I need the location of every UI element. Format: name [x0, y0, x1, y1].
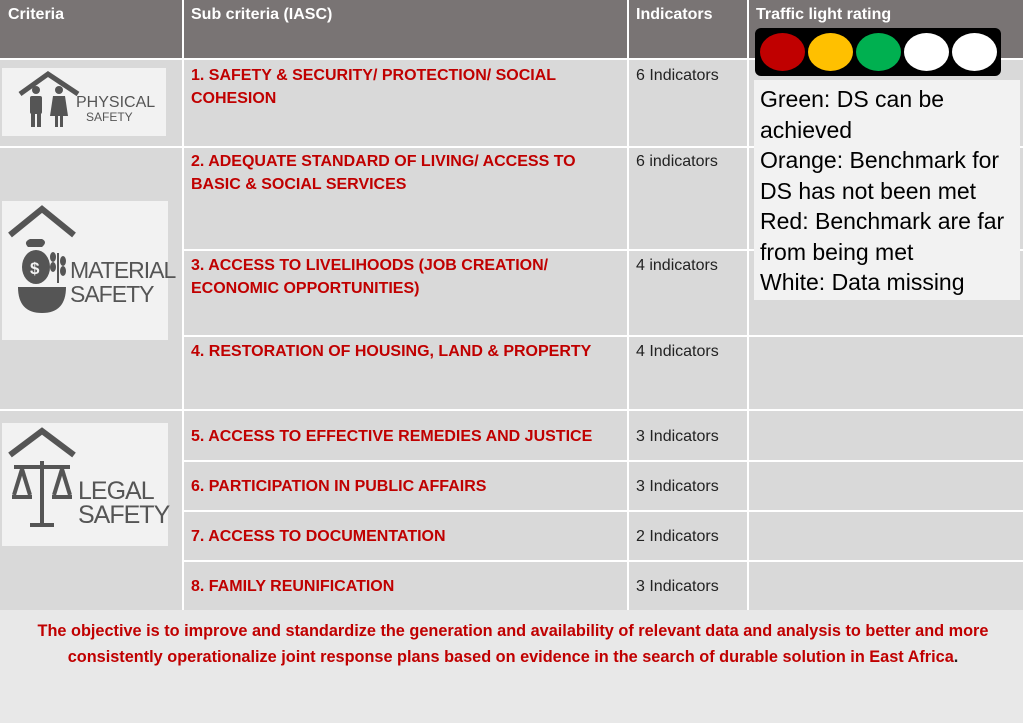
sub-criteria-1: 1. SAFETY & SECURITY/ PROTECTION/ SOCIAL COHESION	[191, 67, 556, 107]
header-indicators: Indicators	[628, 0, 748, 58]
objective-statement: The objective is to improve and standardize the generation and availability of relevant data and analysis to better and more consistently operationalize joint response plans based on evidence in the search of durable solution in East Africa.	[37, 622, 989, 666]
indicators-2: 6 indicators	[636, 153, 718, 170]
indicators-4: 4 Indicators	[636, 343, 719, 360]
legend-line: from being met	[760, 238, 914, 265]
sub-criteria-8: 8. FAMILY REUNIFICATION	[191, 578, 395, 595]
indicators-7: 2 Indicators	[636, 528, 719, 545]
sub-criteria-3: 3. ACCESS TO LIVELIHOODS (JOB CREATION/ ECONOMIC OPPORTUNITIES)	[191, 257, 549, 297]
legend-line: Red: Benchmark are far	[760, 208, 1005, 234]
house-icon	[20, 74, 78, 94]
traffic-light-white-1	[904, 33, 949, 71]
legal-label-2: SAFETY	[78, 501, 170, 529]
grid-line	[182, 0, 184, 610]
house-icon	[10, 209, 74, 235]
indicators-1: 6 Indicators	[636, 67, 719, 84]
wheat-icon	[50, 252, 66, 283]
scales-icon	[12, 461, 72, 525]
indicators-5: 3 Indicators	[636, 428, 719, 445]
sub-criteria-2: 2. ADEQUATE STANDARD OF LIVING/ ACCESS TO BASIC & SOCIAL SERVICES	[191, 153, 576, 193]
traffic-light-red	[760, 33, 805, 71]
legal-safety-logo	[2, 423, 168, 546]
material-label-2: SAFETY	[70, 281, 154, 307]
physical-safety-logo	[2, 68, 166, 136]
sub-criteria-5: 5. ACCESS TO EFFECTIVE REMEDIES AND JUSTICE	[191, 428, 593, 445]
legal-label-1: LEGAL	[78, 477, 154, 505]
legend-line: Green: DS can be	[760, 86, 945, 112]
indicators-6: 3 Indicators	[636, 478, 719, 495]
legend-line: DS has not been met	[760, 177, 977, 204]
traffic-light-legend	[754, 80, 1020, 300]
physical-label-1: PHYSICAL	[76, 94, 156, 111]
legend-line: White: Data missing	[760, 269, 965, 295]
bowl-icon	[18, 287, 66, 313]
grid-line	[183, 335, 1023, 337]
traffic-light-white-2	[952, 33, 997, 71]
material-label-1: MATERIAL	[70, 257, 176, 283]
grid-line	[627, 0, 629, 610]
grid-line	[183, 510, 1023, 512]
house-icon	[10, 431, 74, 455]
legend-line: Orange: Benchmark for	[760, 147, 1000, 173]
legend-line: achieved	[760, 116, 853, 143]
physical-label-2: SAFETY	[86, 110, 133, 124]
grid-line	[747, 0, 749, 610]
family-icon	[30, 86, 68, 127]
header-sub-criteria: Sub criteria (IASC)	[183, 0, 628, 58]
indicators-3: 4 indicators	[636, 257, 718, 274]
indicators-8: 3 Indicators	[636, 578, 719, 595]
header-traffic-light: Traffic light rating	[748, 0, 1023, 58]
grid-line	[183, 560, 1023, 562]
objective-period: .	[953, 648, 959, 666]
svg-text:$: $	[30, 259, 40, 278]
traffic-light-orange	[808, 33, 853, 71]
traffic-light-green	[856, 33, 901, 71]
material-safety-logo	[2, 201, 176, 340]
sub-criteria-4: 4. RESTORATION OF HOUSING, LAND & PROPERTY	[191, 343, 592, 360]
sub-criteria-6: 6. PARTICIPATION IN PUBLIC AFFAIRS	[191, 478, 487, 495]
traffic-light	[755, 28, 1001, 76]
grid-line	[183, 460, 1023, 462]
sub-criteria-7: 7. ACCESS TO DOCUMENTATION	[191, 528, 446, 545]
header-criteria: Criteria	[0, 0, 183, 58]
